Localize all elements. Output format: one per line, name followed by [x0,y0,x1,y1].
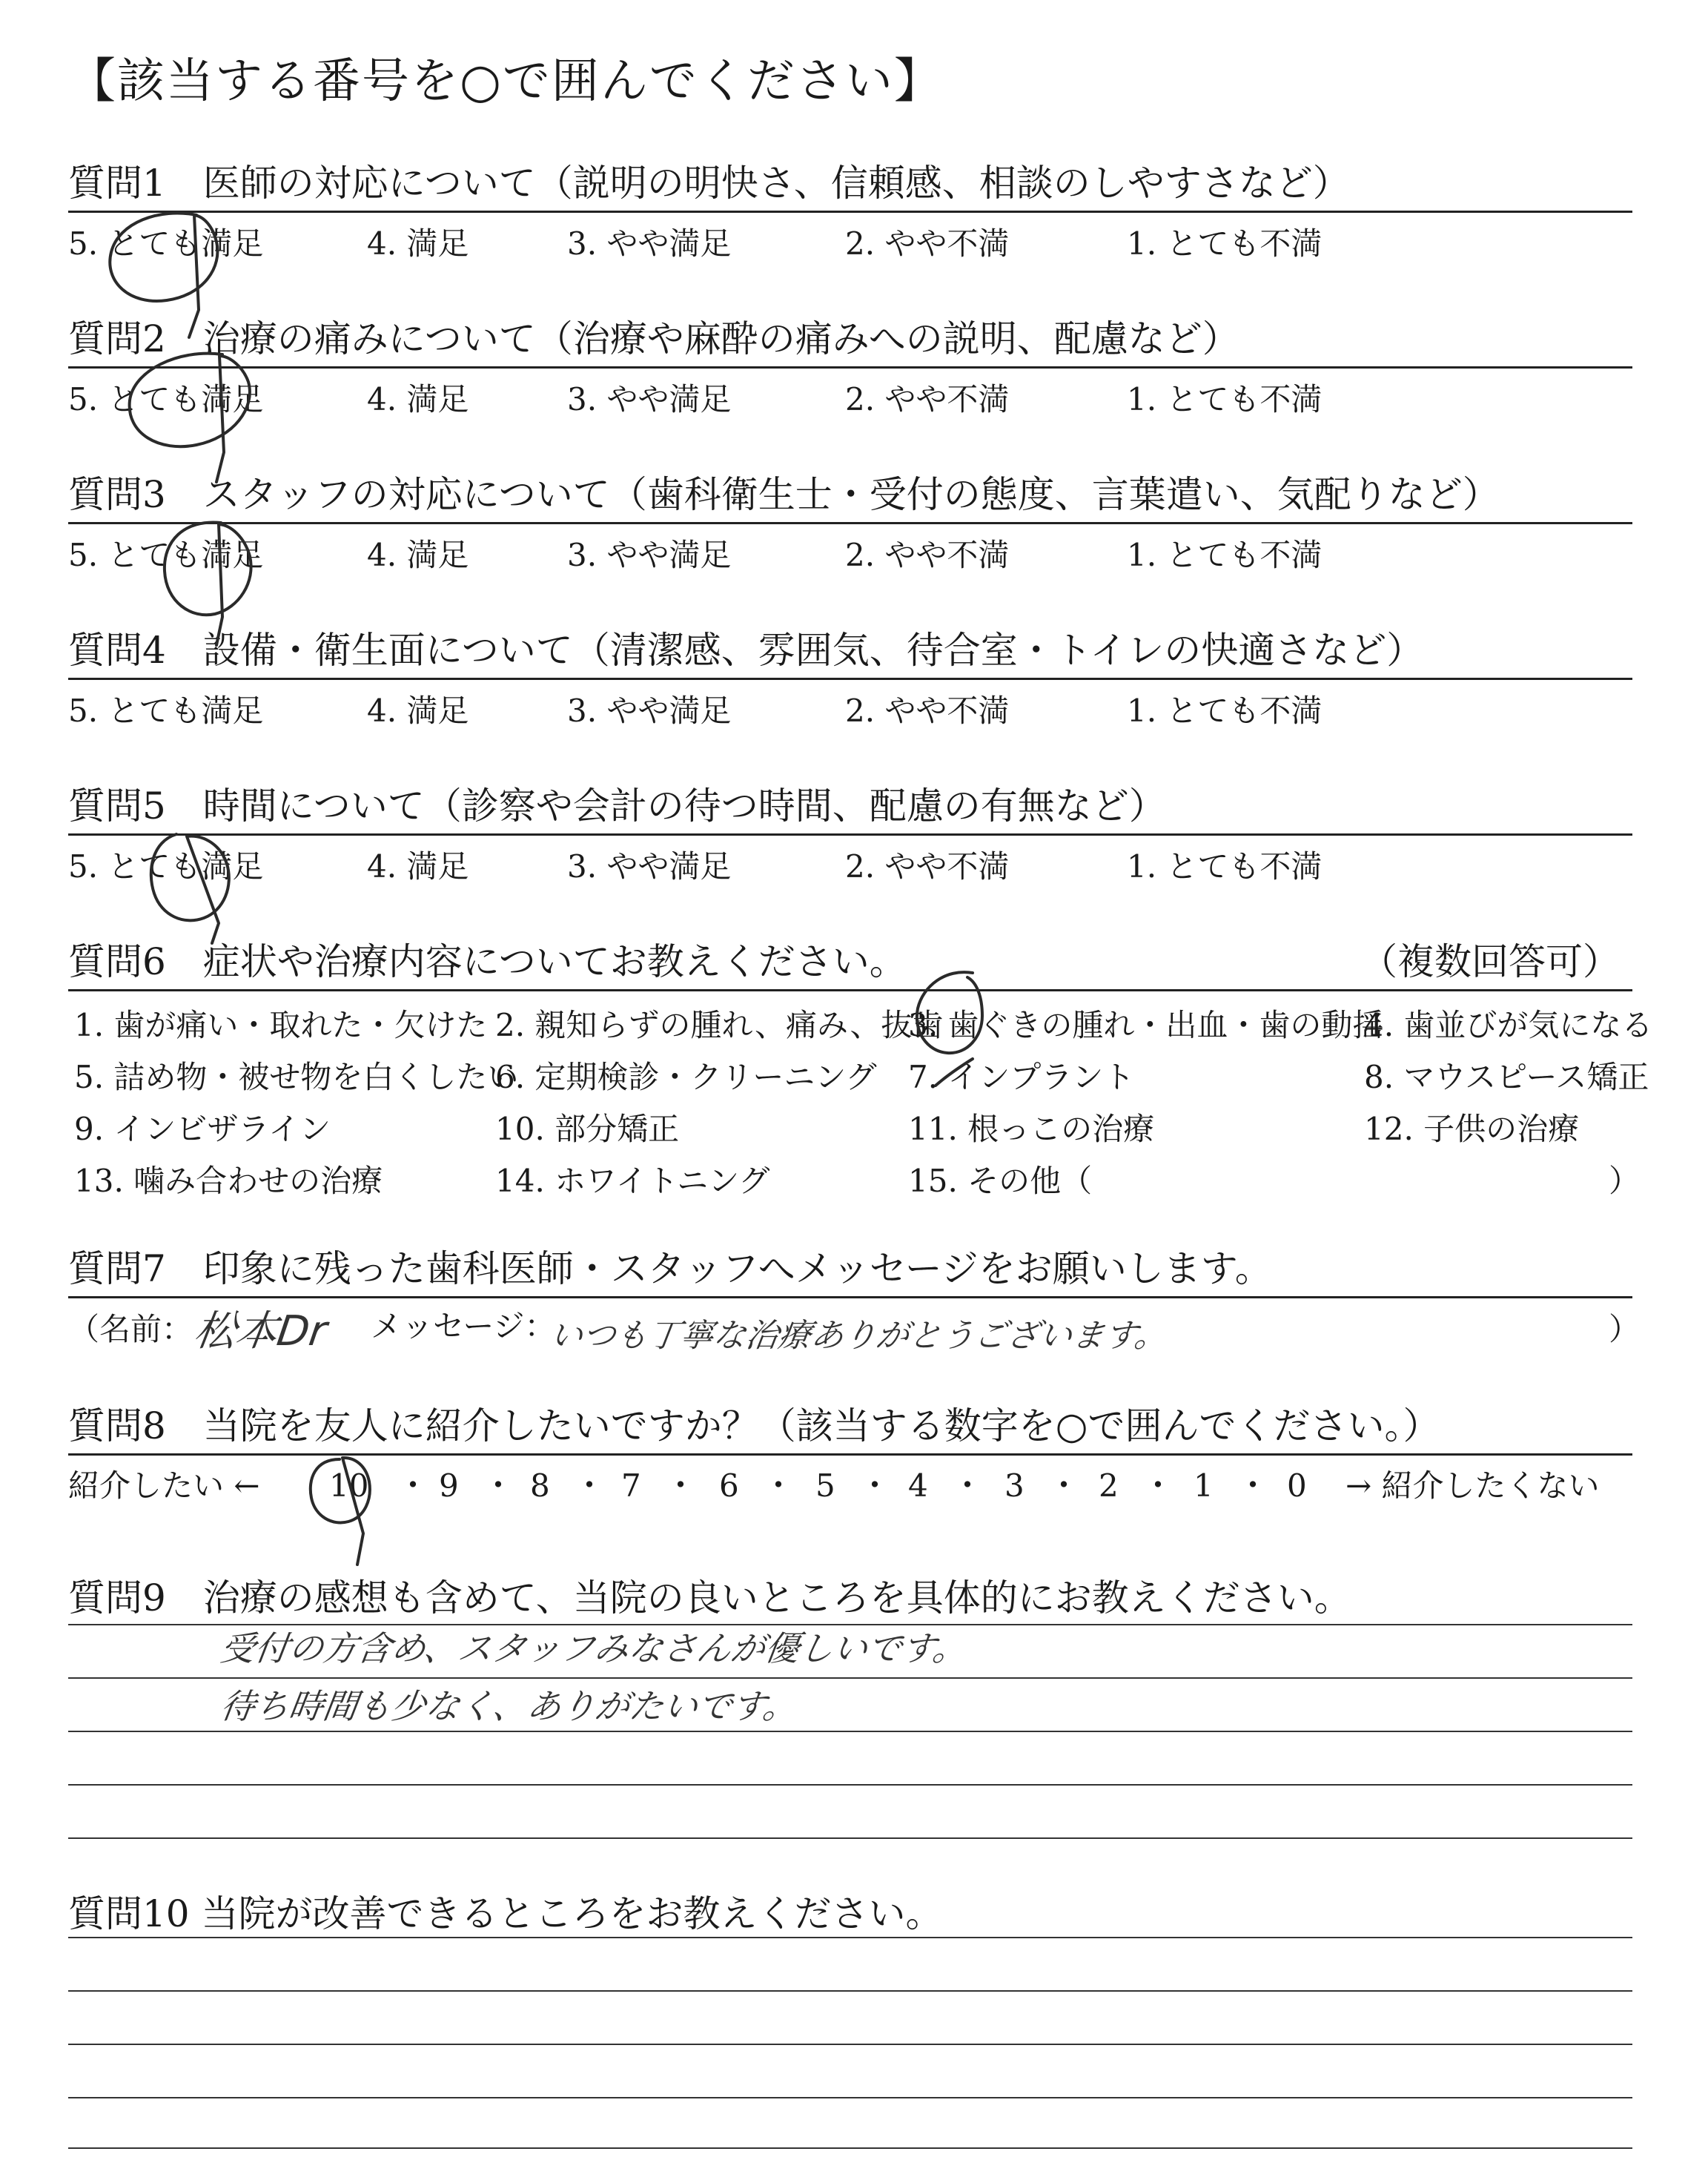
q8-scale-3[interactable]: 3 [1004,1467,1025,1504]
q3-selection-circle [165,522,251,645]
q9-answer-line-2: 待ち時間も少なく、ありがたいです。 [218,1686,801,1726]
q8-dot: ・ [762,1467,795,1505]
q8-dot: ・ [1047,1467,1080,1505]
q6-other-close: ） [1609,1163,1641,1199]
q5-option-5[interactable]: 5. とても満足 [68,848,264,885]
question-6-label: 質問6 症状や治療内容についてお教えください。 [68,940,907,983]
question-5-label: 質問5 時間について（診察や会計の待つ時間、配慮の有無など） [68,785,1166,828]
q6-item-2[interactable]: 2. 親知らずの腫れ、痛み、抜歯 [495,1007,944,1043]
q8-dot: ・ [482,1467,514,1505]
q8-scale-4[interactable]: 4 [908,1467,928,1504]
q8-dot: ・ [573,1467,606,1505]
q3-option-1[interactable]: 1. とても不満 [1127,537,1323,573]
q8-dot: ・ [1142,1467,1174,1505]
q8-dot: ・ [858,1467,891,1505]
q1-option-3[interactable]: 3. やや満足 [567,225,732,262]
q3-option-2[interactable]: 2. やや不満 [845,537,1010,573]
question-8-label: 質問8 当院を友人に紹介したいですか？（該当する数字を○で囲んでください。） [68,1404,1440,1447]
q5-selection-circle [151,834,229,943]
q4-option-4[interactable]: 4. 満足 [367,693,469,729]
q7-close: ） [1609,1311,1641,1347]
q8-scale-10[interactable]: 10 [329,1467,369,1504]
question-7-label: 質問7 印象に残った歯科医師・スタッフへメッセージをお願いします。 [68,1247,1272,1290]
q3-option-5[interactable]: 5. とても満足 [68,537,264,573]
page-title: 【該当する番号を○で囲んでください】 [68,54,943,109]
q8-dot: ・ [397,1467,429,1505]
q4-option-5[interactable]: 5. とても満足 [68,693,264,729]
q6-item-4[interactable]: 4. 歯並びが気になる [1364,1007,1653,1043]
q6-item-8[interactable]: 8. マウスピース矯正 [1364,1059,1649,1095]
q1-option-5[interactable]: 5. とても満足 [68,225,264,262]
question-2-label: 質問2 治療の痛みについて（治療や麻酔の痛みへの説明、配慮など） [68,317,1239,360]
q8-right-label: → 紹介したくない [1345,1467,1600,1504]
q8-scale-8[interactable]: 8 [530,1467,550,1504]
q8-left-label: 紹介したい ← [68,1467,260,1504]
q5-option-3[interactable]: 3. やや満足 [567,848,732,885]
q6-item-3-circle [917,972,982,1053]
q2-option-1[interactable]: 1. とても不満 [1127,381,1323,417]
q5-option-1[interactable]: 1. とても不満 [1127,848,1323,885]
question-4-label: 質問4 設備・衛生面について（清潔感、雰囲気、待合室・トイレの快適さなど） [68,629,1424,672]
q8-scale-0[interactable]: 0 [1287,1467,1307,1504]
q4-option-1[interactable]: 1. とても不満 [1127,693,1323,729]
q8-dot: ・ [1237,1467,1269,1505]
q1-option-1[interactable]: 1. とても不満 [1127,225,1323,262]
q6-item-11[interactable]: 11. 根っこの治療 [908,1111,1155,1147]
question-10-label: 質問10 当院が改善できるところをお教えください。 [68,1892,943,1935]
question-3-label: 質問3 スタッフの対応について（歯科衛生士・受付の態度、言葉遣い、気配りなど） [68,473,1500,516]
q6-item-10[interactable]: 10. 部分矯正 [495,1111,680,1147]
q2-option-4[interactable]: 4. 満足 [367,381,469,417]
q6-item-9[interactable]: 9. インビザライン [74,1111,331,1147]
q8-scale-9[interactable]: 9 [439,1467,459,1504]
question-9-label: 質問9 治療の感想も含めて、当院の良いところを具体的にお教えください。 [68,1576,1351,1619]
q7-message-label: メッセージ： [371,1308,556,1344]
q6-item-5[interactable]: 5. 詰め物・被せ物を白くしたい [74,1059,519,1095]
q6-item-7[interactable]: 7. インプラント [908,1059,1135,1095]
q6-item-6[interactable]: 6. 定期検診・クリーニング [495,1059,877,1095]
q3-option-4[interactable]: 4. 満足 [367,537,469,573]
q8-dot: ・ [664,1467,697,1505]
q6-item-12[interactable]: 12. 子供の治療 [1364,1111,1580,1147]
q6-item-1[interactable]: 1. 歯が痛い・取れた・欠けた [74,1007,488,1043]
question-1-label: 質問1 医師の対応について（説明の明快さ、信頼感、相談のしやすさなど） [68,162,1350,205]
q5-option-4[interactable]: 4. 満足 [367,848,469,885]
q7-name-label: （名前： [68,1311,193,1347]
q8-scale-7[interactable]: 7 [621,1467,641,1504]
q1-option-2[interactable]: 2. やや不満 [845,225,1010,262]
q8-dot: ・ [951,1467,984,1505]
q6-item-13[interactable]: 13. 噛み合わせの治療 [74,1163,383,1199]
q4-option-2[interactable]: 2. やや不満 [845,693,1010,729]
q8-scale-5[interactable]: 5 [815,1467,835,1504]
q2-option-5[interactable]: 5. とても満足 [68,381,264,417]
q7-message-value[interactable]: いつも丁寧な治療ありがとうございます。 [547,1317,1171,1355]
q9-answer-line-1: 受付の方含め、スタッフみなさんが優しいです。 [218,1628,970,1668]
q8-scale-6[interactable]: 6 [719,1467,739,1504]
q8-scale-1[interactable]: 1 [1194,1467,1214,1504]
q3-option-3[interactable]: 3. やや満足 [567,537,732,573]
q2-option-2[interactable]: 2. やや不満 [845,381,1010,417]
q6-item-7-mark [936,1059,973,1086]
q6-item-14[interactable]: 14. ホワイトニング [495,1163,770,1199]
question-6-note: （複数回答可） [1360,940,1620,983]
q2-selection-circle [130,354,250,482]
q8-selection-circle [311,1458,370,1565]
q2-option-3[interactable]: 3. やや満足 [567,381,732,417]
q8-scale-2[interactable]: 2 [1099,1467,1119,1504]
q5-option-2[interactable]: 2. やや不満 [845,848,1010,885]
q6-item-3[interactable]: 3. 歯ぐきの腫れ・出血・歯の動揺 [908,1007,1384,1043]
q4-option-3[interactable]: 3. やや満足 [567,693,732,729]
q6-item-15[interactable]: 15. その他（ [908,1163,1093,1199]
q1-option-4[interactable]: 4. 満足 [367,225,469,262]
q1-selection-circle [110,213,217,337]
q7-name-value[interactable]: 松本Dr [191,1307,330,1355]
